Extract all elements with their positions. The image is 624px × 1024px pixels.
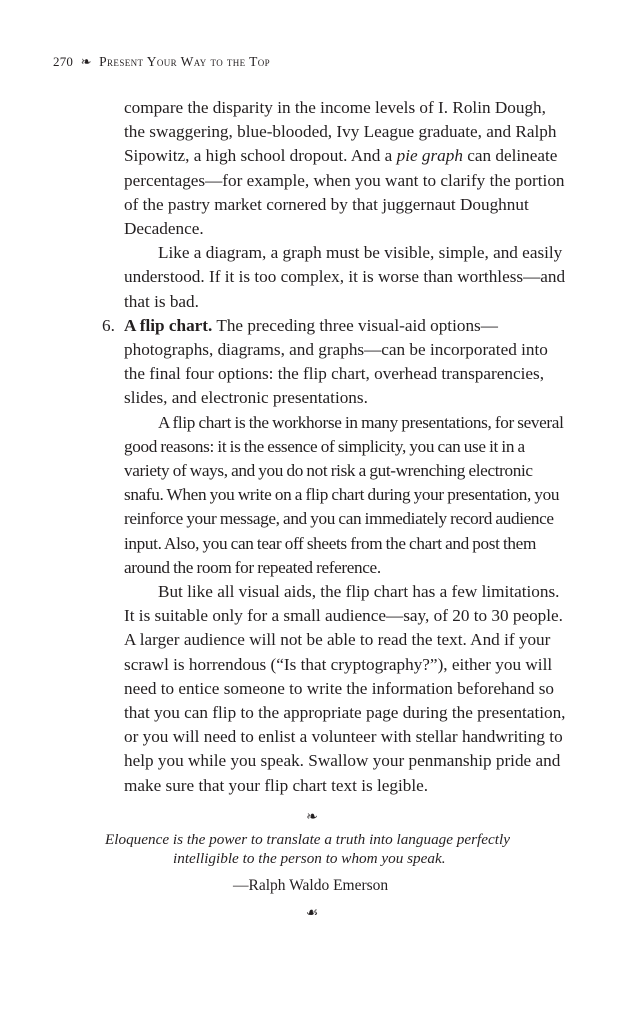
running-header (53, 54, 270, 70)
quote-line-1: Eloquence is the power to translate a truth into language perfectly (105, 831, 510, 848)
list-number: 6. (102, 315, 115, 335)
page-number: 270 (53, 54, 74, 69)
ornament-top-icon: ❧ (306, 810, 318, 825)
paragraph-graph-advice: Like a diagram, a graph must be visible, simple, and easily understood. If it is too complex, it is worse than worthless—and that is bad. (124, 243, 566, 311)
quote-line-2: intelligible to the person to whom you speak. (173, 850, 446, 867)
paragraph-text: can delineate percentages—for example, when you want to clarify the portion of the pastry market cornered by that juggernaut Doughnut Decadence. (124, 146, 565, 239)
fleuron-ornament: ❧ (80, 54, 92, 69)
ornament-bottom-icon: ☙ (305, 906, 319, 921)
paragraph-text: compare the disparity in the income levels of I. Rolin Dough, the swaggering, blue-blooded, Ivy League graduate, and Ralph Sipowitz, a high school dropout. And a (124, 98, 557, 166)
epigraph-quote (105, 830, 545, 868)
paragraph-flip-chart-limitations: But like all visual aids, the flip chart has a few limitations. It is suitable only for a small audience—say, of 20 to 30 people. A larger audience will not be able to read the text. And if your scrawl is horrendous (“Is that cryptography?”), either you will need to entice someone to write the information beforehand so that you can flip to the appropriate page during the presentation, or you will need to enlist a volunteer with stellar handwriting to help you while you speak. Swallow your penmanship pride and make sure that your flip chart text is legible. (124, 582, 566, 795)
list-item-flip-chart (102, 314, 569, 411)
quote-attribution: —Ralph Waldo Emerson (233, 877, 389, 894)
pie-graph-term: pie graph (396, 146, 463, 166)
body-text (102, 96, 569, 798)
running-title: Present Your Way to the Top (99, 54, 271, 69)
list-item-text: The preceding three visual-aid options—photographs, diagrams, and graphs—can be incorporated into the final four options: the flip chart, overhead transparencies, slides, and electronic presentations. (124, 315, 548, 408)
paragraph-flip-chart-benefits: A flip chart is the workhorse in many presentations, for several good reasons: it is the essence of simplicity, you can use it in a variety of ways, and you do not risk a gut-wrenching electronic snafu. When you write on a flip chart during your presentation, you reinforce your message, and you can immediately record audience input. Also, you can tear off sheets from the chart and post them around the room for repeated reference. (124, 412, 564, 577)
paragraph-graph-continuation (124, 96, 569, 241)
list-item-heading: A flip chart. (124, 315, 213, 335)
